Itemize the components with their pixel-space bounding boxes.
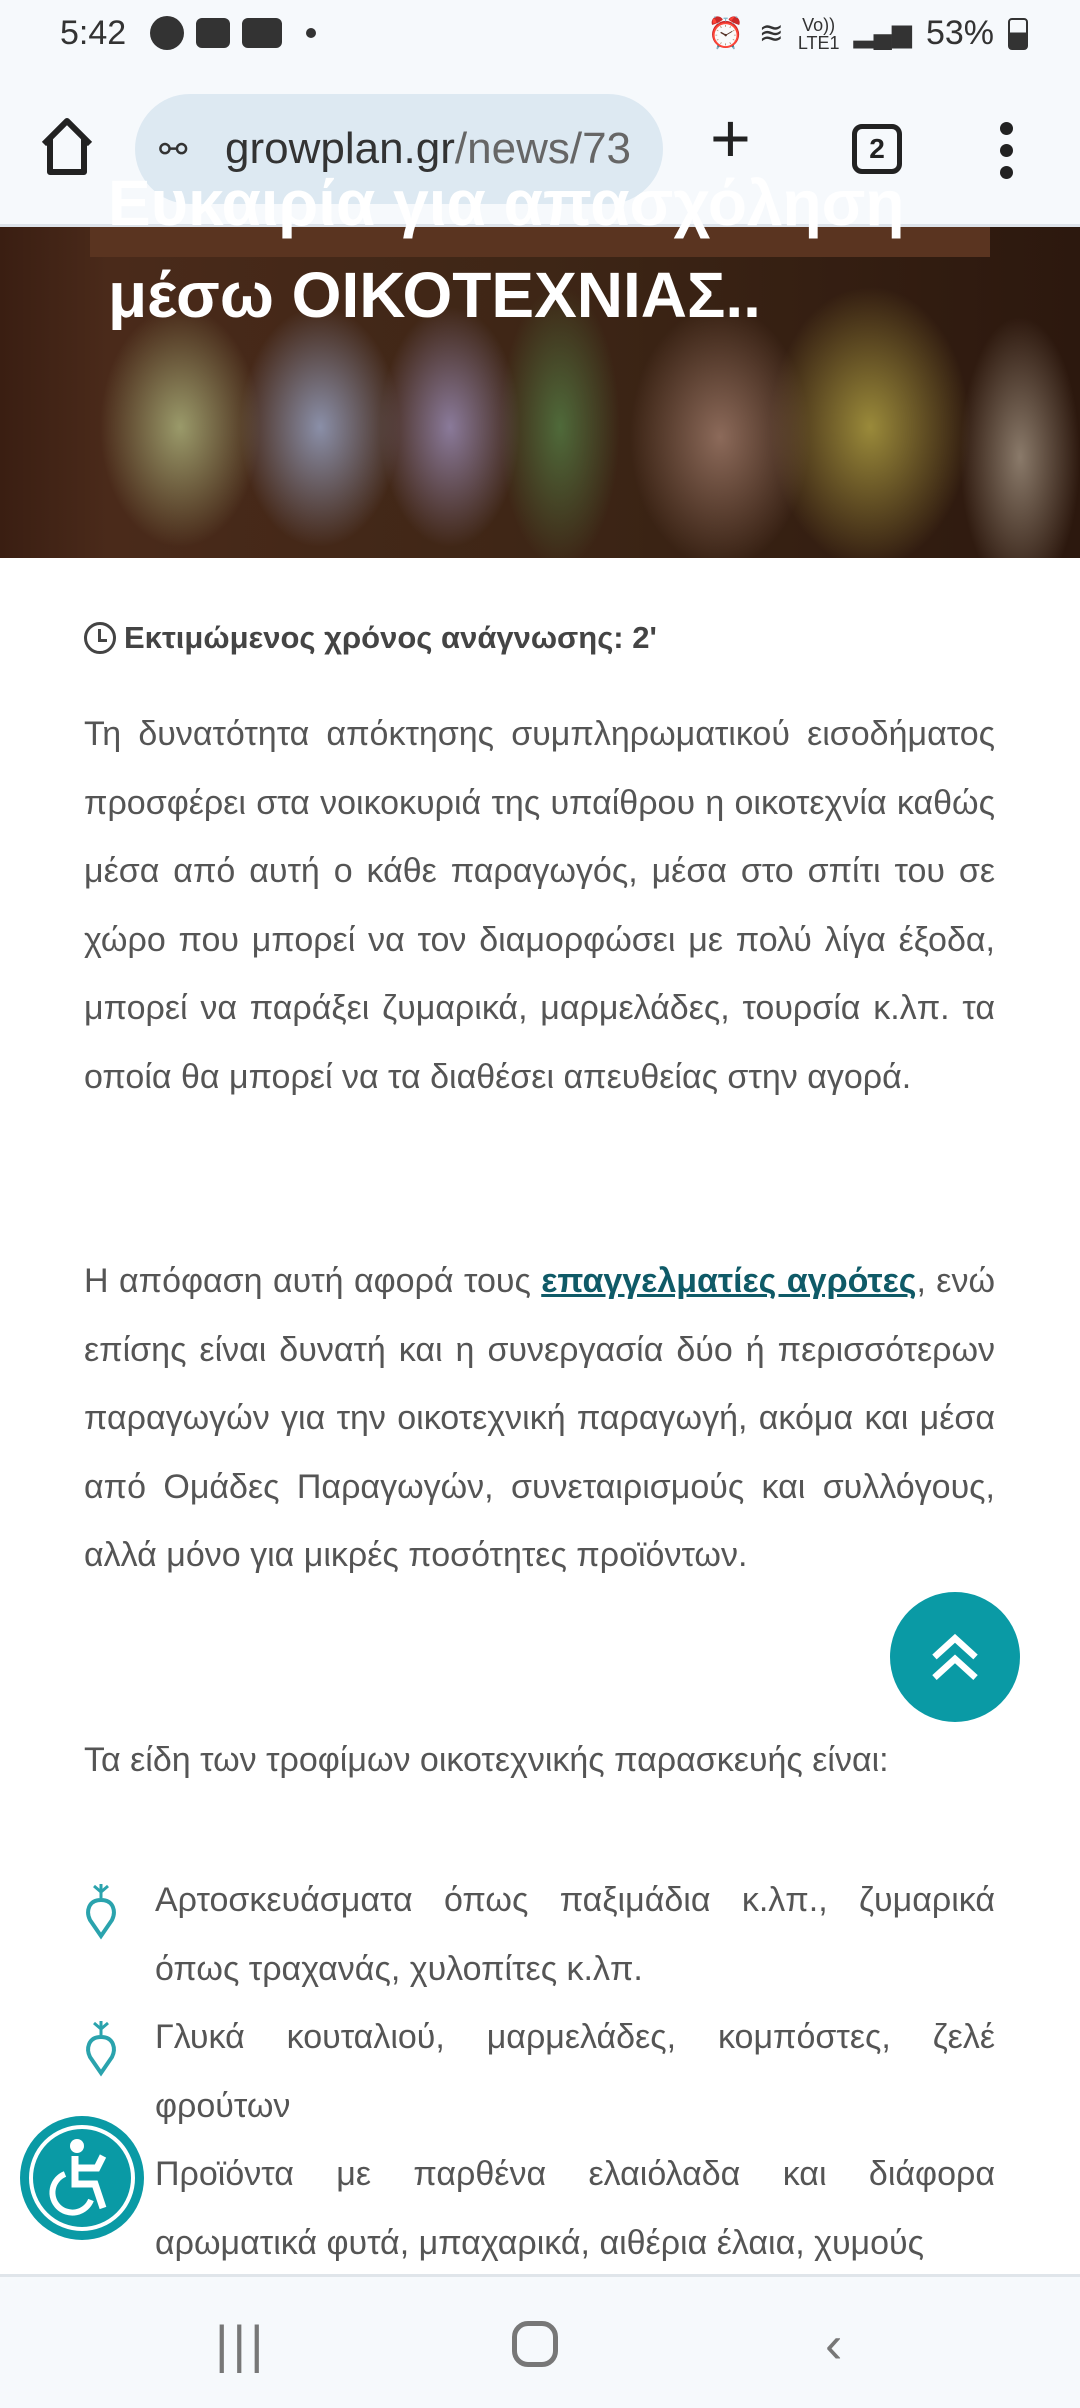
professional-farmers-link[interactable]: επαγγελματίες αγρότες [541, 1262, 917, 1300]
tabs-button[interactable]: 2 [852, 124, 902, 174]
messenger-icon [150, 16, 184, 50]
signal-icon: ▂▄▆ [853, 18, 912, 48]
back-icon[interactable]: ‹ [825, 2316, 843, 2374]
list-item-text: Αρτοσκευάσματα όπως παξιμάδια κ.λπ., ζυμαρικά όπως τραχανάς, χυλοπίτες κ.λπ. [155, 1881, 995, 1988]
hero-image [0, 167, 1080, 558]
recents-icon[interactable]: ||| [215, 2316, 268, 2374]
text: Η απόφαση αυτή αφορά τους [84, 1262, 542, 1300]
paragraph-2 [84, 1247, 995, 1590]
paragraph-1: Τη δυνατότητα απόκτησης συμπληρωματικού εισοδήματος προσφέρει στα νοικοκυριά της υπαίθρου η οικοτεχνία καθώς μέσα από αυτή ο κάθε παραγωγός, μέσα στο σπίτι του σε χώρο που μπορεί να τον διαμορφώσει με πολύ λίγα έξοδα, μπορεί να παράξει ζυμαρικά, μαρμελάδες, τουρσία κ.λπ. τα οποία θα μπορεί να τα διαθέσει απευθείας στην αγορά. [84, 715, 995, 1096]
url-path: /news/73 [454, 124, 632, 173]
volte-label: Vo)) [802, 14, 836, 35]
clock-icon [84, 622, 116, 654]
list-item [84, 2140, 995, 2277]
list-item-text: Προϊόντα με παρθένα ελαιόλαδα και διάφορα αρωματικά φυτά, μπαχαρικά, αιθέρια έλαια, χυμούς [155, 2155, 995, 2262]
wifi-icon: ≋ [758, 17, 784, 50]
list-item [84, 1866, 995, 2003]
title-line: μέσω ΟΙΚΟΤΕΧΝΙΑΣ.. [108, 259, 761, 331]
accessibility-button[interactable] [20, 2116, 144, 2240]
battery-percent: 53% [925, 14, 994, 52]
turnip-bullet-icon [84, 1882, 118, 1938]
paragraph-3: Τα είδη των τροφίμων οικοτεχνικής παρασκευής είναι: [84, 1741, 889, 1779]
status-bar [0, 0, 1080, 72]
alarm-icon: ⏰ [707, 17, 745, 50]
system-nav-bar [0, 2274, 1080, 2408]
clock-time: 5:42 [60, 14, 127, 52]
dot-icon [306, 28, 316, 38]
list-item [84, 2003, 995, 2140]
wheelchair-icon [47, 2138, 117, 2218]
home-icon[interactable] [512, 2321, 558, 2367]
list-item-text: Γλυκά κουταλιού, μαρμελάδες, κομπόστες, ζελέ φρούτων [155, 2018, 995, 2125]
reading-time [84, 620, 657, 656]
battery-icon [1008, 18, 1028, 50]
article-title [108, 157, 905, 341]
home-icon[interactable] [40, 116, 94, 176]
site-settings-icon[interactable]: ⚯ [159, 131, 188, 169]
text: , ενώ επίσης είναι δυνατή και η συνεργασία δύο ή περισσότερων παραγωγών για την οικοτεχνική παραγωγή, ακόμα και μέσα από Ομάδες Παραγωγών, συνεταιρισμούς και συλλόγους, αλλά μόνο για μικρές ποσότητες προϊόντων. [84, 1262, 995, 1574]
url-host: growplan.gr [225, 124, 455, 173]
gallery-icon [196, 18, 230, 48]
scroll-to-top-button[interactable] [890, 1592, 1020, 1722]
double-chevron-up-icon [927, 1629, 983, 1685]
title-line: Ευκαιρία για απασχόληση [108, 167, 905, 239]
menu-icon[interactable] [1000, 122, 1014, 188]
reading-time-label: Εκτιμώμενος χρόνος ανάγνωσης: 2' [124, 620, 657, 655]
youtube-icon [242, 18, 282, 48]
turnip-bullet-icon [84, 2019, 118, 2075]
lte-label: LTE1 [797, 32, 840, 53]
new-tab-icon[interactable]: + [710, 99, 751, 177]
food-types-list [84, 1866, 995, 2277]
